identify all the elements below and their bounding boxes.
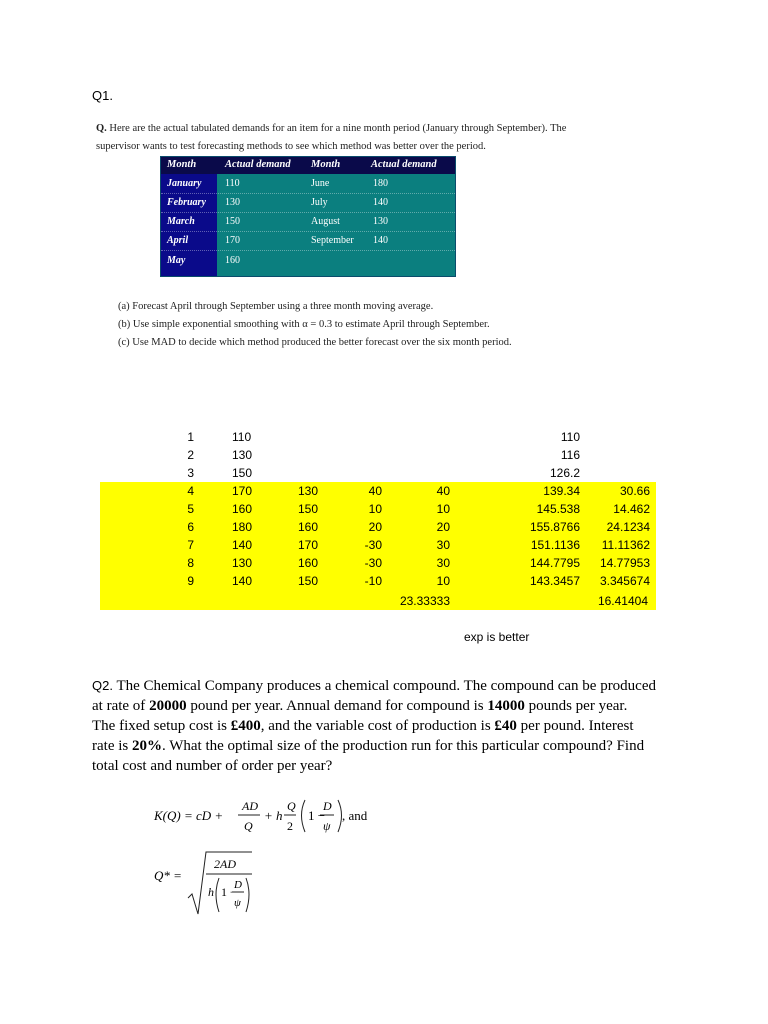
month-cell: April	[167, 235, 189, 246]
spreadsheet-cell: 30	[436, 538, 450, 552]
q2-line2-a: at rate of	[92, 698, 150, 714]
mad-moving-average: 23.33333	[399, 594, 450, 608]
spreadsheet-cell: 20	[436, 520, 450, 534]
spreadsheet-cell: 160	[298, 520, 319, 534]
formula1-right-paren	[338, 800, 342, 832]
month-cell: August	[311, 216, 340, 227]
spreadsheet-cell: 150	[298, 574, 319, 588]
demand-cell: 110	[225, 178, 240, 189]
spreadsheet-cell: 10	[436, 502, 450, 516]
demand-cell: 160	[225, 255, 240, 266]
spreadsheet-cell: 40	[368, 484, 382, 498]
spreadsheet-cell: 155.8766	[529, 520, 580, 534]
spreadsheet-cell: 180	[232, 520, 253, 534]
spreadsheet-cell: 40	[436, 484, 450, 498]
spreadsheet-cell: 140	[232, 538, 253, 552]
demand-cell: 140	[373, 235, 388, 246]
spreadsheet-cell: 145.538	[536, 502, 580, 516]
spreadsheet-cell: 160	[232, 502, 253, 516]
month-cell: July	[311, 197, 328, 208]
mad-exponential: 16.41404	[597, 594, 648, 608]
demand-table-header	[161, 157, 455, 174]
spreadsheet-cell: 110	[560, 430, 580, 444]
formula1-frac3-den: ψ	[323, 819, 331, 833]
month-cell: February	[167, 197, 206, 208]
spreadsheet-cell: 14.77953	[599, 556, 650, 570]
spreadsheet-cell: 2	[187, 448, 194, 462]
formula2-frac-den: ψ	[234, 897, 241, 909]
spreadsheet-cell: 5	[187, 502, 194, 516]
q2-line3	[92, 716, 682, 736]
spreadsheet-cell: 20	[368, 520, 382, 534]
formula1-frac1-num: AD	[242, 799, 258, 813]
formula1-frac1-den: Q	[244, 819, 253, 833]
spreadsheet-cell: 30	[436, 556, 450, 570]
demand-cell: 130	[373, 216, 388, 227]
setup-cost: £400	[230, 718, 261, 734]
spreadsheet-cell: 144.7795	[529, 556, 580, 570]
q1-label: Q1.	[92, 88, 113, 103]
spreadsheet-cell: 170	[232, 484, 253, 498]
demand-cell: 140	[373, 197, 388, 208]
demand-row	[161, 193, 455, 213]
spreadsheet-cell: 10	[436, 574, 450, 588]
formula1-one-minus: 1 −	[308, 808, 326, 823]
formula2-one-minus: 1 −	[221, 885, 237, 899]
spreadsheet-cell: 170	[298, 538, 319, 552]
header-month-2: Month	[311, 159, 341, 170]
demand-row	[161, 174, 455, 194]
formula1-frac2-den: 2	[287, 819, 293, 833]
conclusion-note: exp is better	[464, 630, 530, 644]
month-cell: September	[311, 235, 354, 246]
demand-row	[161, 250, 455, 269]
q2-line3-b: , and the variable cost of production is	[260, 718, 495, 734]
q1-question-line1-text: Here are the actual tabulated demands for an item for a nine month period (January through September). The	[106, 123, 567, 134]
formula2-right-paren	[246, 878, 249, 912]
spreadsheet-cell: 9	[187, 574, 194, 588]
demand-row	[161, 212, 455, 232]
formula1-tail: , and	[342, 808, 368, 823]
formula2-lhs: Q* =	[154, 868, 182, 883]
q2-line1	[92, 676, 682, 696]
q2-line4-a: rate is	[92, 738, 132, 754]
spreadsheet-cell: 160	[298, 556, 319, 570]
spreadsheet-cell: 140	[232, 574, 253, 588]
demand-cell: 180	[373, 178, 388, 189]
q2-line2-c: pounds per year.	[524, 698, 628, 714]
q2-line4-b: . What the optimal size of the production run for this particular compound? Find	[161, 738, 645, 754]
spreadsheet-cell: 1	[187, 430, 194, 444]
annual-demand: 14000	[487, 698, 525, 714]
spreadsheet-cell: -30	[364, 538, 382, 552]
cost-formula	[150, 796, 410, 840]
spreadsheet-cell: 110	[232, 430, 252, 444]
formula2-frac-num: D	[234, 879, 242, 891]
spreadsheet-cell: 14.462	[613, 502, 650, 516]
spreadsheet-cell: 11.11362	[601, 538, 650, 552]
month-cell: May	[167, 255, 186, 266]
formula2-left-paren	[216, 878, 219, 912]
spreadsheet-cell: -30	[364, 556, 382, 570]
month-cell: June	[311, 178, 330, 189]
demand-cell: 130	[225, 197, 240, 208]
q2-line4	[92, 736, 682, 756]
forecast-spreadsheet	[0, 428, 768, 618]
month-cell: March	[167, 216, 195, 227]
spreadsheet-cell: 6	[187, 520, 194, 534]
q2-line2-b: pound per year. Annual demand for compound is	[186, 698, 488, 714]
variable-cost: £40	[494, 718, 517, 734]
demand-row	[161, 231, 455, 251]
optimal-q-formula	[150, 850, 290, 918]
q1-question-line1	[96, 120, 656, 138]
spreadsheet-cell: 143.3457	[529, 574, 580, 588]
header-demand-2: Actual demand	[371, 159, 437, 170]
q2-line3-a: The fixed setup cost is	[92, 718, 231, 734]
spreadsheet-cell: 126.2	[549, 466, 580, 480]
spreadsheet-cell: 130	[298, 484, 319, 498]
q2-line3-c: per pound. Interest	[516, 718, 634, 734]
spreadsheet-cell: 150	[298, 502, 319, 516]
demand-cell: 150	[225, 216, 240, 227]
q1-question	[96, 120, 656, 156]
spreadsheet-cell: 7	[187, 538, 194, 552]
demand-cell: 170	[225, 235, 240, 246]
spreadsheet-cell: 4	[187, 484, 194, 498]
production-rate: 20000	[149, 698, 187, 714]
formula1-left-paren	[302, 800, 306, 832]
formula2-num: 2AD	[214, 857, 236, 871]
formula1-frac2-num: Q	[287, 799, 296, 813]
q2-line5: total cost and number of order per year?	[92, 758, 333, 774]
header-demand-1: Actual demand	[225, 159, 291, 170]
q1-parts	[118, 298, 512, 352]
q2-line1-text: The Chemical Company produces a chemical compound. The compound can be produced	[112, 678, 657, 694]
spreadsheet-cell: 30.66	[619, 484, 650, 498]
spreadsheet-cell: 151.1136	[530, 538, 580, 552]
spreadsheet-cell: 116	[560, 448, 580, 462]
spreadsheet-cell: 8	[187, 556, 194, 570]
q1-question-line2: supervisor wants to test forecasting methods to see which method was better over the period.	[96, 141, 486, 152]
demand-table	[160, 156, 456, 277]
spreadsheet-cell: 139.34	[543, 484, 580, 498]
formula1-lhs: K(Q) = cD +	[154, 808, 224, 823]
formula1-frac3-num: D	[323, 799, 332, 813]
part-b: (b) Use simple exponential smoothing with α = 0.3 to estimate April through September.	[118, 319, 490, 330]
spreadsheet-cell: 3.345674	[599, 574, 650, 588]
q2-label: Q2.	[92, 678, 113, 693]
q1-question-prefix: Q.	[96, 123, 107, 134]
spreadsheet-cell: 130	[232, 556, 253, 570]
spreadsheet-cell: 150	[232, 466, 253, 480]
spreadsheet-cell: -10	[364, 574, 382, 588]
q2-question	[92, 676, 682, 776]
part-c: (c) Use MAD to decide which method produced the better forecast over the six month period.	[118, 337, 512, 348]
formula1-plus-h: + h	[264, 808, 283, 823]
formula2-h: h	[208, 885, 214, 899]
month-cell: January	[167, 178, 202, 189]
spreadsheet-cell: 10	[368, 502, 382, 516]
interest-rate: 20%	[131, 738, 162, 754]
spreadsheet-cell: 3	[187, 466, 194, 480]
q2-line2	[92, 696, 682, 716]
spreadsheet-cell: 130	[232, 448, 253, 462]
header-month-1: Month	[167, 159, 197, 170]
part-a: (a) Forecast April through September using a three month moving average.	[118, 301, 434, 312]
spreadsheet-cell: 24.1234	[606, 520, 650, 534]
